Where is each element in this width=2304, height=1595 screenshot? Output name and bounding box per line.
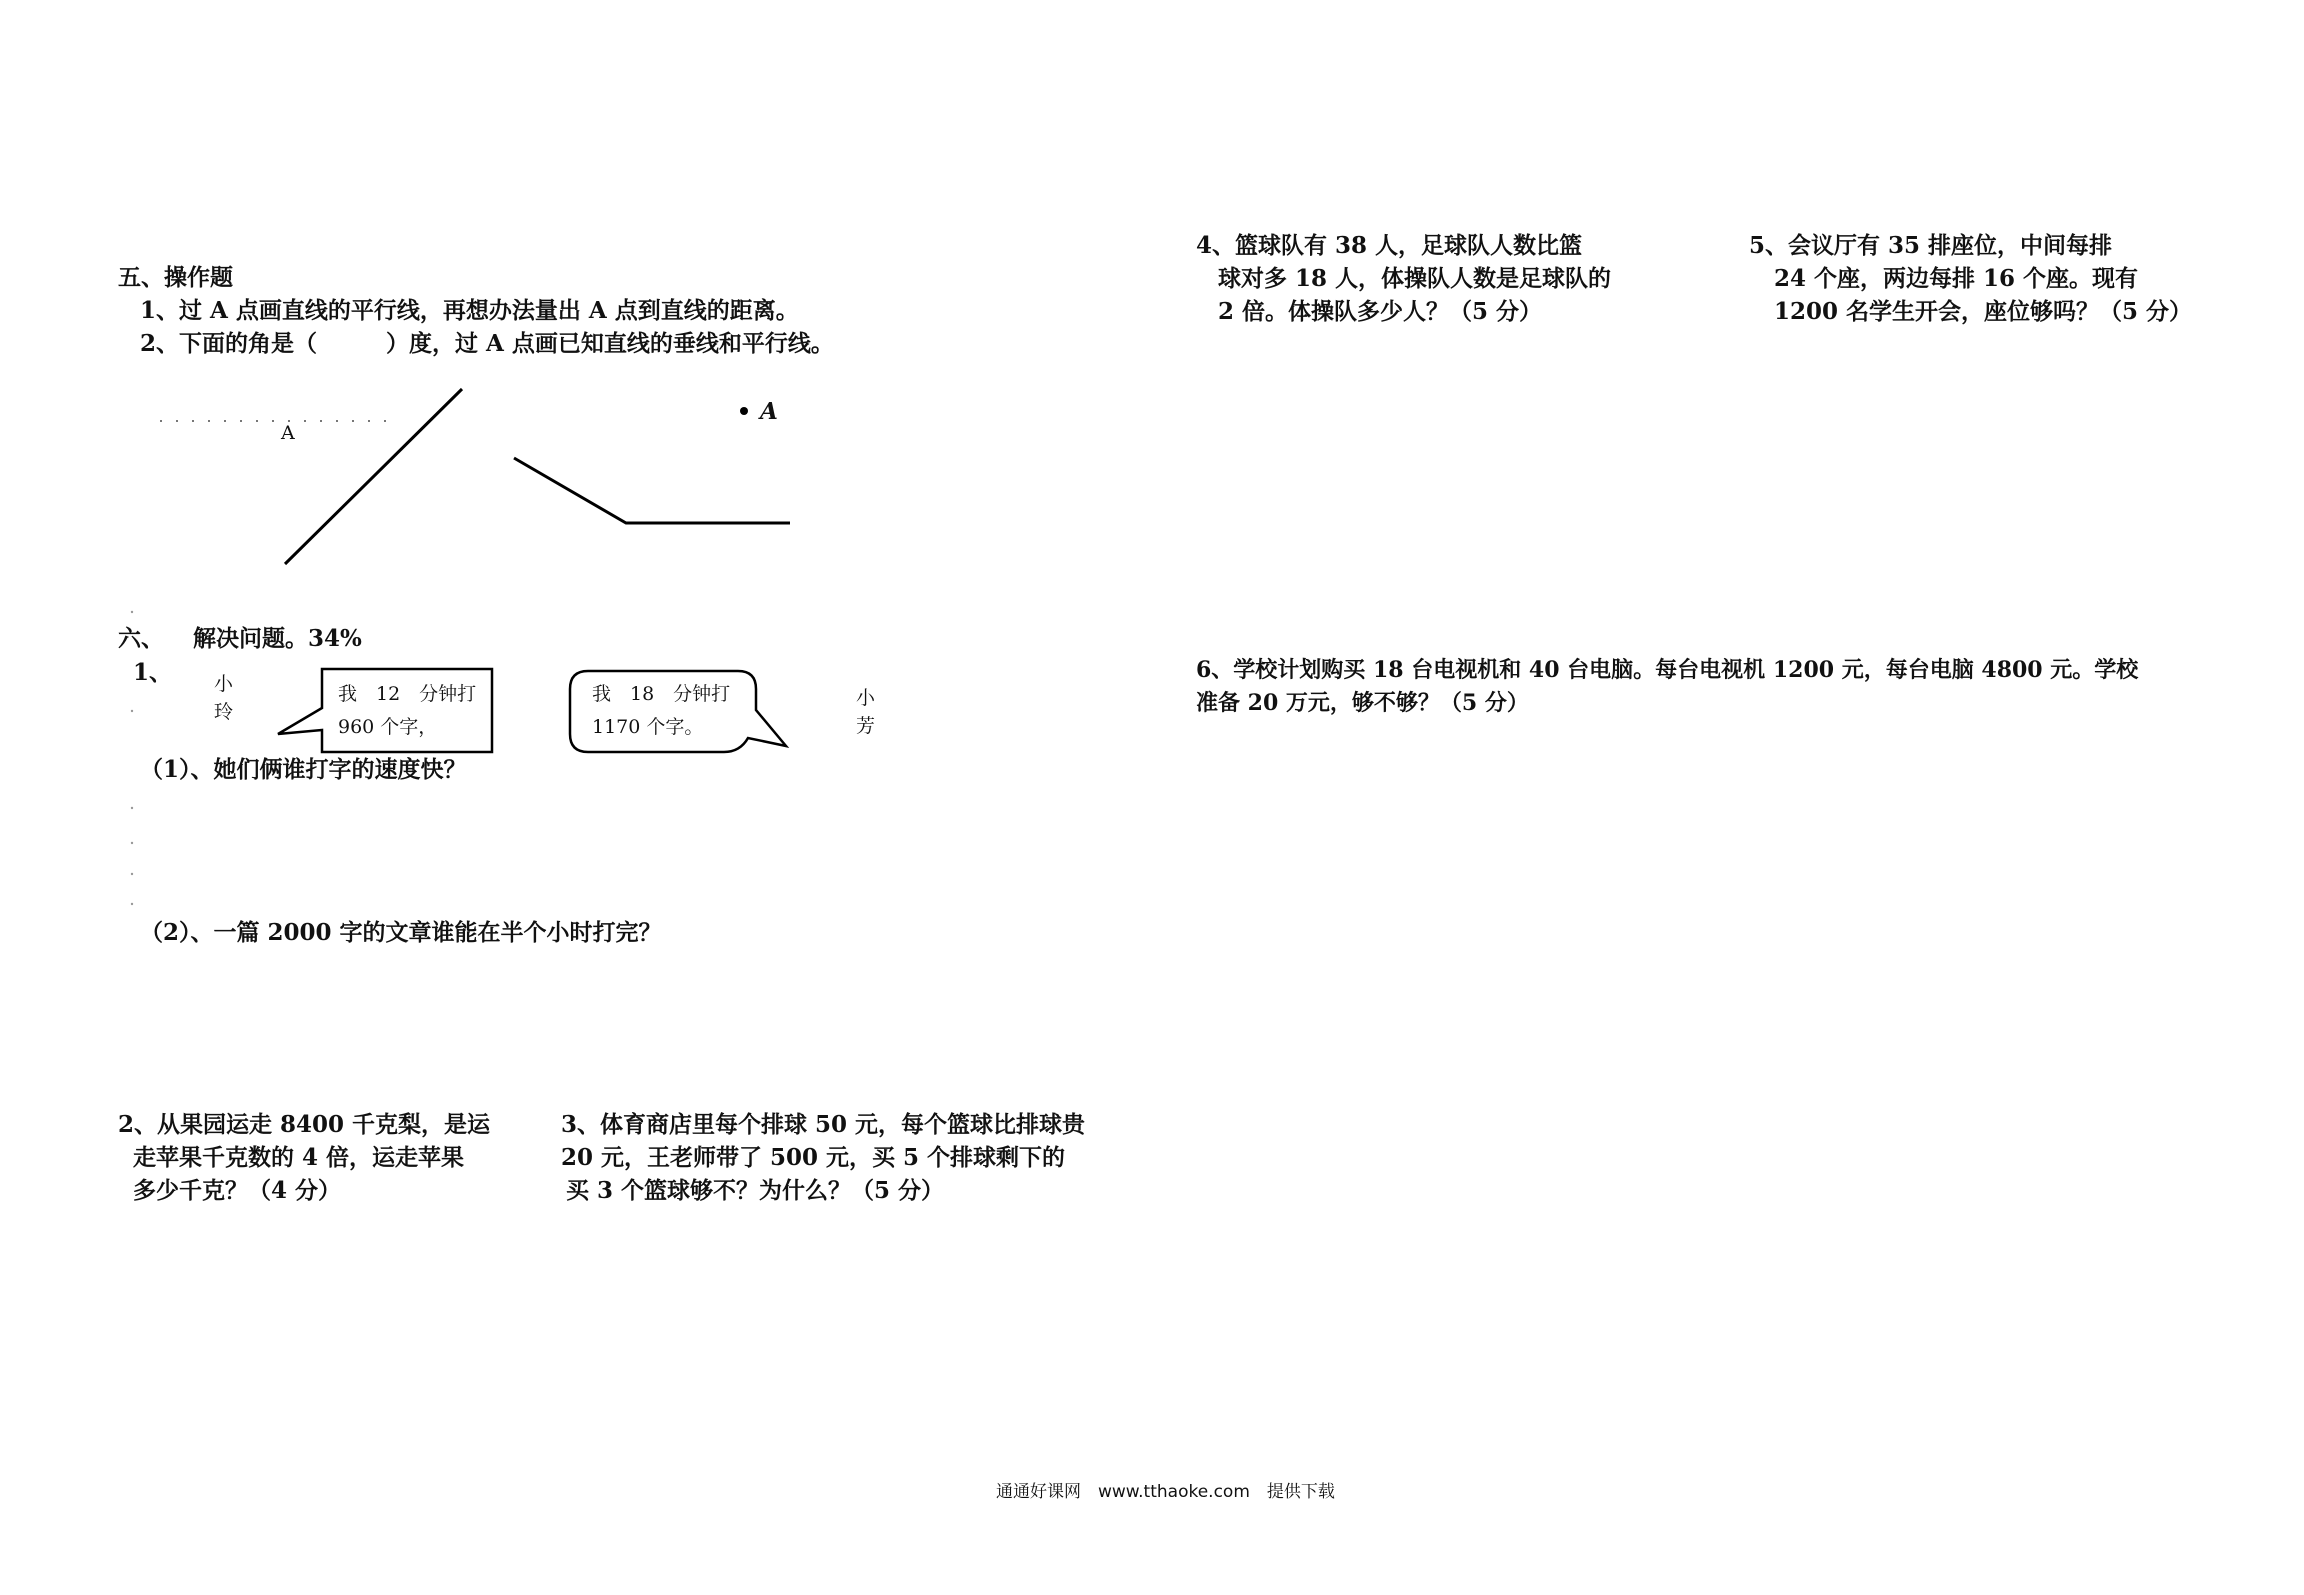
- question-6-5-line-2: 24 个座，两边每排 16 个座。现有: [1774, 265, 2139, 292]
- question-6-3-line-2: 20 元，王老师带了 500 元，买 5 个排球剩下的: [561, 1144, 1066, 1171]
- scan-dot: [131, 611, 133, 613]
- question-5-1: 1、过 A 点画直线的平行线，再想办法量出 A 点到直线的距离。: [140, 297, 799, 324]
- question-6-2-line-1: 2、从果园运走 8400 千克梨，是运: [118, 1111, 491, 1138]
- name-xiaoling: 小玲: [214, 673, 234, 723]
- question-6-4-line-1: 4、篮球队有 38 人，足球队人数比篮: [1196, 232, 1583, 259]
- scan-dot: [131, 903, 133, 905]
- bubble-1-line-2: 960 个字，: [338, 716, 438, 738]
- bubble-1-line-1: 我 12 分钟打: [338, 683, 477, 705]
- scan-dot: [131, 842, 133, 844]
- question-5-2-suffix: ）度，过 A 点画已知直线的垂线和平行线。: [386, 330, 834, 357]
- footer-credit: 通通好课网 www.tthaoke.com 提供下载: [996, 1482, 1335, 1502]
- bubble-2-line-1: 我 18 分钟打: [592, 683, 731, 705]
- scan-dot: [131, 873, 133, 875]
- section-6-title: 解决问题。34%: [193, 625, 362, 652]
- question-6-3-line-3: 买 3 个篮球够不？为什么？（5 分）: [566, 1177, 945, 1204]
- angle-figure: [514, 458, 790, 523]
- sub-question-2: （2）、一篇 2000 字的文章谁能在半个小时打完？: [140, 919, 662, 946]
- diagonal-line: [285, 389, 462, 564]
- section-5-title: 五、操作题: [118, 264, 233, 291]
- scan-dot: [131, 807, 133, 809]
- question-5-2-prefix: 2、下面的角是（: [140, 330, 318, 357]
- point-a-label-left: A: [281, 422, 295, 444]
- question-6-4-line-2: 球对多 18 人，体操队人数是足球队的: [1218, 265, 1612, 292]
- answer-blank[interactable]: [317, 330, 386, 357]
- name-xiaofang: 小芳: [856, 687, 876, 737]
- question-6-6-line-1: 6、学校计划购买 18 台电视机和 40 台电脑。每台电视机 1200 元，每台电脑 4800 元。学校: [1196, 657, 2139, 683]
- question-6-5-line-1: 5、会议厅有 35 排座位，中间每排: [1749, 232, 2113, 259]
- bubble-2-line-2: 1170 个字。: [592, 716, 704, 738]
- section-6-number: 六、: [118, 625, 164, 652]
- sub-question-1: （1）、她们俩谁打字的速度快？: [140, 756, 467, 783]
- question-6-6-line-2: 准备 20 万元，够不够？（5 分）: [1196, 690, 1529, 716]
- question-5-2: [140, 327, 834, 360]
- question-6-4-line-3: 2 倍。体操队多少人？（5 分）: [1218, 298, 1543, 325]
- scan-dot: [131, 710, 133, 712]
- question-6-5-line-3: 1200 名学生开会，座位够吗？（5 分）: [1774, 298, 2193, 325]
- question-6-1-number: 1、: [133, 659, 173, 686]
- point-a-label-right: A: [760, 398, 778, 425]
- question-6-2-line-3: 多少千克？（4 分）: [133, 1177, 342, 1204]
- question-6-2-line-2: 走苹果千克数的 4 倍，运走苹果: [133, 1144, 465, 1171]
- question-6-3-line-1: 3、体育商店里每个排球 50 元，每个篮球比排球贵: [561, 1111, 1086, 1138]
- point-a-dot: [740, 407, 748, 415]
